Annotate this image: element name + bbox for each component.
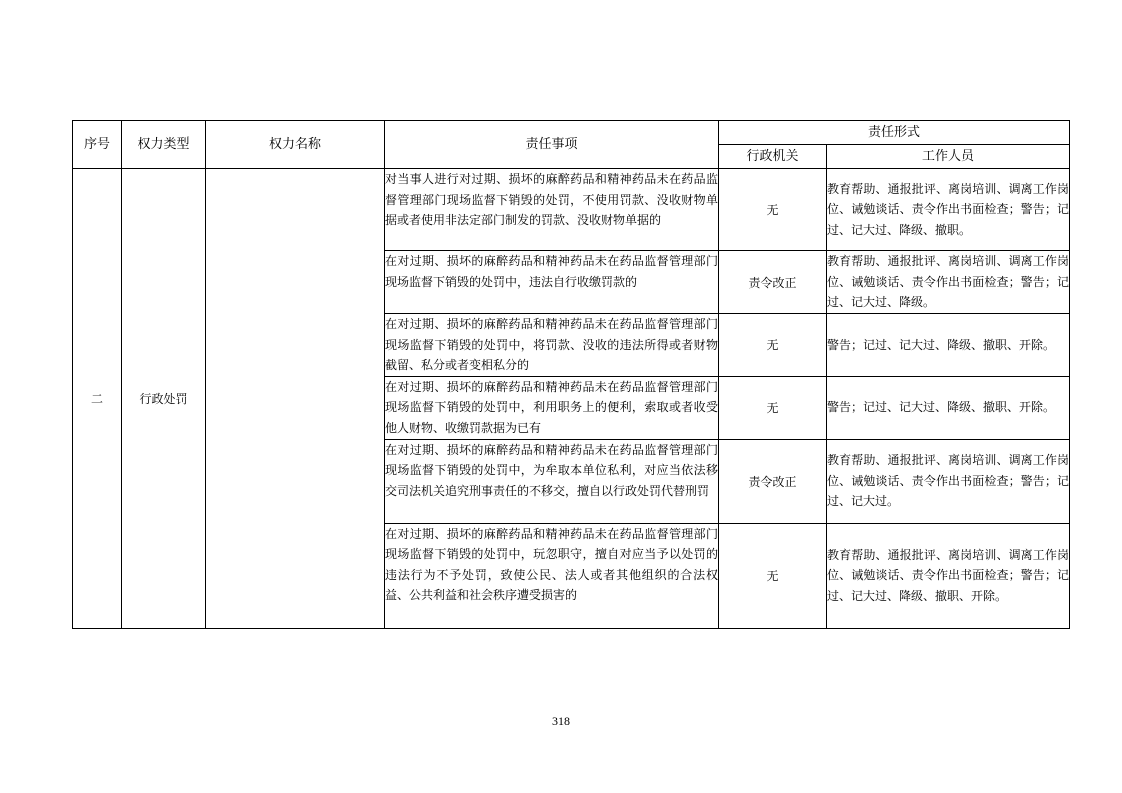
row-staff: 教育帮助、通报批评、离岗培训、调离工作岗位、诫勉谈话、责令作出书面检查；警告；记过、记大过、降级、撤职。 <box>827 169 1070 251</box>
table-row <box>73 169 1070 251</box>
header-staff: 工作人员 <box>827 145 1070 169</box>
row-matter: 在对过期、损坏的麻醉药品和精神药品未在药品监督管理部门现场监督下销毁的处罚中，玩忽职守，擅自对应当予以处罚的违法行为不予处罚，致使公民、法人或者其他组织的合法权益、公共利益和社会秩序遭受损害的 <box>385 523 719 628</box>
header-index: 序号 <box>73 121 122 169</box>
row-agency: 无 <box>719 169 827 251</box>
row-matter: 在对过期、损坏的麻醉药品和精神药品未在药品监督管理部门现场监督下销毁的处罚中，将罚款、没收的违法所得或者财物截留、私分或者变相私分的 <box>385 314 719 377</box>
header-row-top <box>73 121 1070 145</box>
row-matter: 在对过期、损坏的麻醉药品和精神药品未在药品监督管理部门现场监督下销毁的处罚中，为牟取本单位私利，对应当依法移交司法机关追究刑事责任的不移交，擅自以行政处罚代替刑罚 <box>385 439 719 523</box>
row-matter: 对当事人进行对过期、损坏的麻醉药品和精神药品未在药品监督管理部门现场监督下销毁的处罚，不使用罚款、没收财物单据或者使用非法定部门制发的罚款、没收财物单据的 <box>385 169 719 251</box>
header-matter: 责任事项 <box>385 121 719 169</box>
group-power-name <box>206 169 385 629</box>
row-agency: 无 <box>719 376 827 439</box>
responsibility-table <box>72 120 1070 629</box>
row-matter: 在对过期、损坏的麻醉药品和精神药品未在药品监督管理部门现场监督下销毁的处罚中，违法自行收缴罚款的 <box>385 251 719 314</box>
row-staff: 教育帮助、通报批评、离岗培训、调离工作岗位、诫勉谈话、责令作出书面检查；警告；记过、记大过。 <box>827 439 1070 523</box>
row-agency: 无 <box>719 523 827 628</box>
header-power-name: 权力名称 <box>206 121 385 169</box>
group-power-type: 行政处罚 <box>122 169 206 629</box>
row-staff: 警告；记过、记大过、降级、撤职、开除。 <box>827 314 1070 377</box>
row-staff: 教育帮助、通报批评、离岗培训、调离工作岗位、诫勉谈话、责令作出书面检查；警告；记过、记大过、降级、撤职、开除。 <box>827 523 1070 628</box>
row-staff: 警告；记过、记大过、降级、撤职、开除。 <box>827 376 1070 439</box>
row-agency: 责令改正 <box>719 251 827 314</box>
row-staff: 教育帮助、通报批评、离岗培训、调离工作岗位、诫勉谈话、责令作出书面检查；警告；记过、记大过、降级。 <box>827 251 1070 314</box>
row-matter: 在对过期、损坏的麻醉药品和精神药品未在药品监督管理部门现场监督下销毁的处罚中，利用职务上的便利，索取或者收受他人财物、收缴罚款据为已有 <box>385 376 719 439</box>
row-agency: 责令改正 <box>719 439 827 523</box>
header-agency: 行政机关 <box>719 145 827 169</box>
header-power-type: 权力类型 <box>122 121 206 169</box>
group-index: 二 <box>73 169 122 629</box>
page-number: 318 <box>552 714 570 728</box>
row-agency: 无 <box>719 314 827 377</box>
header-responsibility-form: 责任形式 <box>719 121 1070 145</box>
